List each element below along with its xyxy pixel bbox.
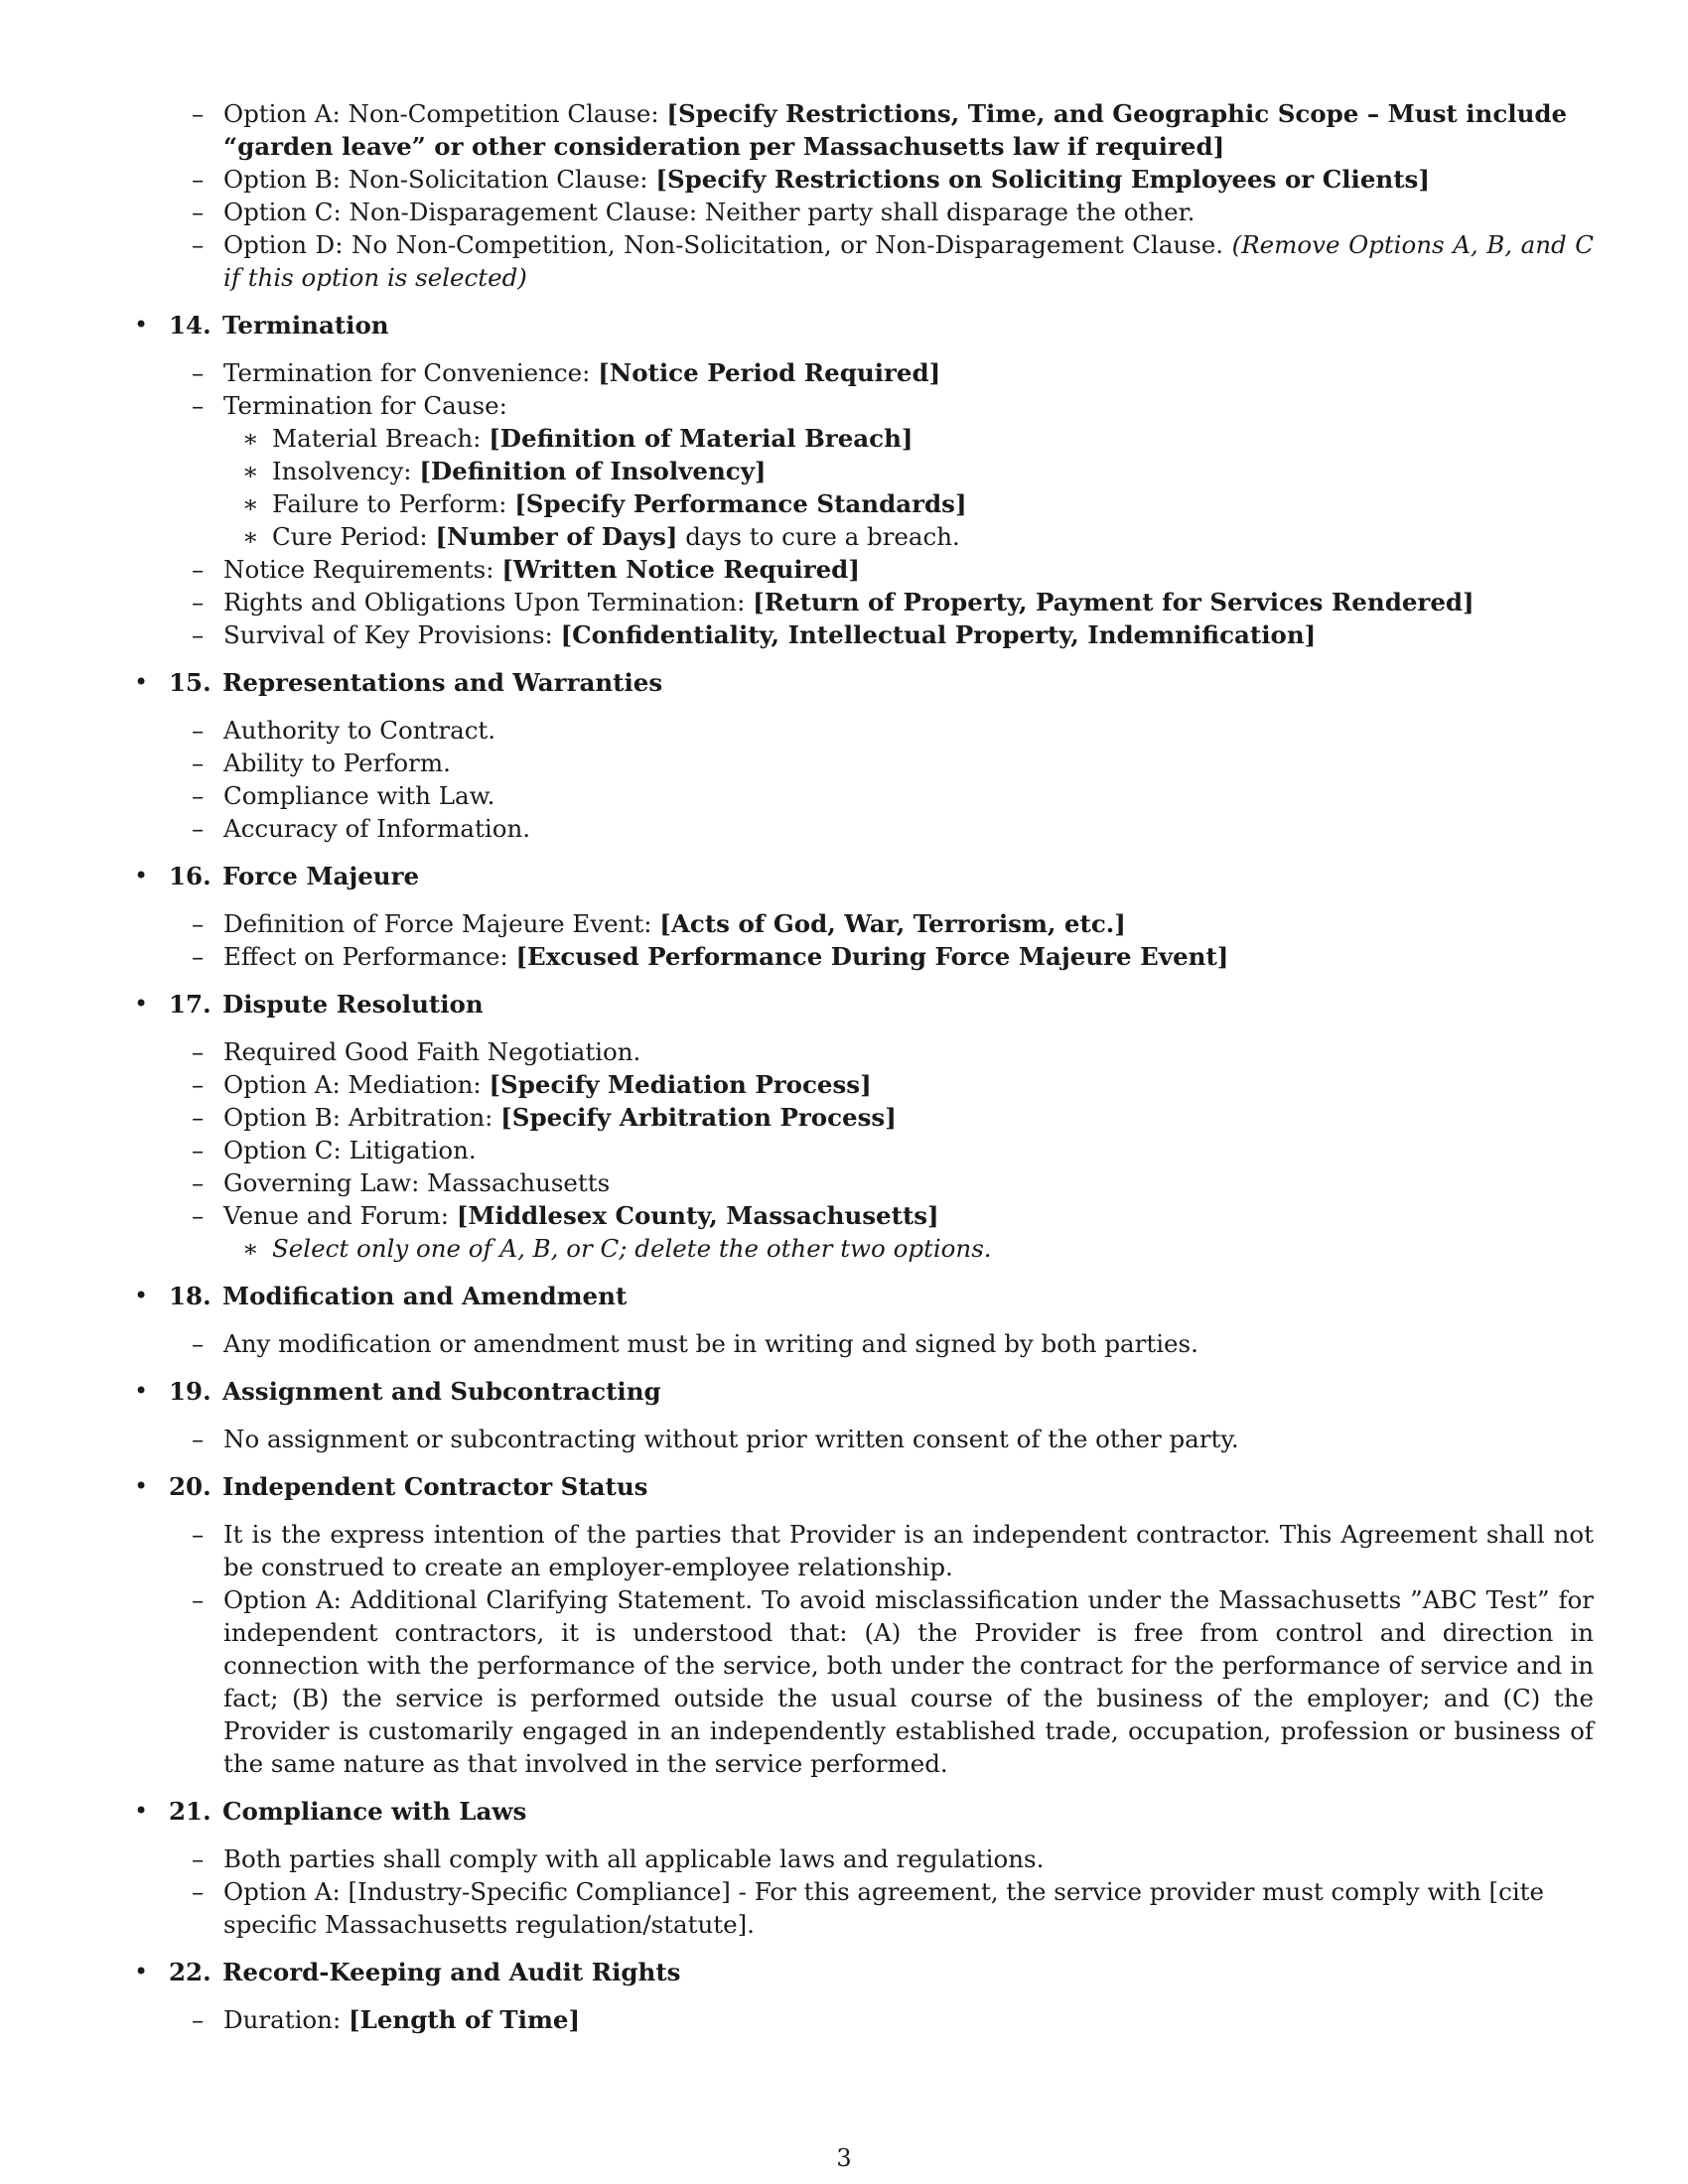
item-text: No assignment or subcontracting without prior written consent of the other party. — [223, 1425, 1239, 1453]
section-heading: Modification and Amendment — [222, 1282, 628, 1310]
dash-marker: – — [192, 620, 205, 649]
placeholder-text: [Definition of Insolvency] — [419, 457, 767, 485]
dash-marker: – — [192, 1844, 205, 1873]
dash-marker: – — [192, 942, 205, 971]
item-text: Option C: Litigation. — [223, 1136, 477, 1164]
dash-marker: – — [192, 1103, 205, 1132]
list-item — [192, 1101, 1594, 1134]
placeholder-text: [Definition of Material Breach] — [489, 424, 914, 453]
item-text: Option A: Additional Clarifying Statement. To avoid misclassification under the Massachusetts ”ABC Test” for independent contractors, it is understood that: (A) the Provider is free from control and direction in connection with the performance of the service, both under the contract for the performance of service and in fact; (B) the service is performed outside the usual course of the business of the employer; and (C) the Provider is customarily engaged in an independently established trade, occupation, profession or business of the same nature as that involved in the service performed. — [223, 1585, 1594, 1778]
bullet-marker: • — [134, 1377, 149, 1405]
item-text: Option A: Mediation: — [223, 1070, 490, 1099]
placeholder-text: [Length of Time] — [349, 2005, 581, 2034]
list-item — [192, 940, 1594, 973]
section-heading: Representations and Warranties — [222, 668, 663, 697]
section-title — [169, 860, 1594, 892]
list-item — [192, 586, 1594, 618]
list-item — [192, 1199, 1594, 1232]
placeholder-text: [Specify Performance Standards] — [514, 489, 967, 518]
dash-marker: – — [192, 1168, 205, 1197]
placeholder-text: [Notice Period Required] — [598, 358, 941, 387]
bullet-marker: • — [134, 862, 149, 889]
item-text: Venue and Forum: — [223, 1201, 457, 1230]
item-text: Option A: Non-Competition Clause: — [223, 99, 667, 128]
list-item — [192, 356, 1594, 389]
placeholder-text: [Specify Restrictions on Soliciting Employees or Clients] — [655, 165, 1430, 194]
list-item — [192, 907, 1594, 940]
list-item — [192, 779, 1594, 812]
item-text: Authority to Contract. — [223, 716, 496, 745]
section-21 — [134, 1795, 1594, 1941]
item-text: Accuracy of Information. — [223, 814, 531, 843]
section-number: 15. — [169, 668, 211, 697]
section-title — [169, 309, 1594, 341]
section-19 — [134, 1375, 1594, 1455]
section-13-continuation — [134, 97, 1594, 294]
item-text: Option D: No Non-Competition, Non-Solicitation, or Non-Disparagement Clause. — [223, 230, 1232, 259]
section-heading: Independent Contractor Status — [222, 1472, 648, 1501]
page-number: 3 — [836, 2144, 852, 2172]
page-content — [134, 97, 1594, 2036]
sub-list-item — [242, 1232, 1594, 1265]
item-text: Ability to Perform. — [223, 749, 451, 777]
dash-marker: – — [192, 1425, 205, 1453]
item-text: Required Good Faith Negotiation. — [223, 1037, 641, 1066]
item-text: Termination for Convenience: — [223, 358, 599, 387]
list-item — [192, 1875, 1594, 1941]
dash-marker: – — [192, 230, 205, 259]
dash-marker: – — [192, 1201, 205, 1230]
item-text: days to cure a breach. — [677, 522, 960, 551]
list-item — [192, 1134, 1594, 1166]
dash-marker: – — [192, 716, 205, 745]
bullet-marker: • — [134, 1797, 149, 1825]
bullet-marker: • — [134, 1958, 149, 1985]
item-text: Effect on Performance: — [223, 942, 516, 971]
dash-marker: – — [192, 99, 205, 128]
section-title — [169, 666, 1594, 699]
dash-marker: – — [192, 749, 205, 777]
section-title — [169, 1375, 1594, 1408]
bullet-marker: • — [134, 311, 149, 339]
item-text: Notice Requirements: — [223, 555, 502, 584]
section-number: 16. — [169, 862, 211, 890]
list-item — [192, 1583, 1594, 1780]
dash-marker: – — [192, 1329, 205, 1358]
item-text: Cure Period: — [272, 522, 436, 551]
list-item — [192, 553, 1594, 586]
dash-marker: – — [192, 1585, 205, 1614]
star-marker: ∗ — [242, 457, 259, 485]
dash-marker: – — [192, 358, 205, 387]
sub-list-item — [242, 455, 1594, 487]
dash-marker: – — [192, 391, 205, 420]
dash-marker: – — [192, 781, 205, 810]
bullet-marker: • — [134, 990, 149, 1018]
list-item — [192, 812, 1594, 845]
section-16 — [134, 860, 1594, 973]
sub-list-item — [242, 422, 1594, 455]
placeholder-text: [Confidentiality, Intellectual Property, Indemnification] — [560, 620, 1317, 649]
bullet-marker: • — [134, 668, 149, 696]
section-number: 17. — [169, 990, 211, 1019]
placeholder-text: [Specify Mediation Process] — [489, 1070, 872, 1099]
item-text: Failure to Perform: — [272, 489, 515, 518]
item-text: Option B: Arbitration: — [223, 1103, 501, 1132]
section-title — [169, 1470, 1594, 1503]
section-15 — [134, 666, 1594, 845]
star-marker: ∗ — [242, 489, 259, 518]
placeholder-text: [Acts of God, War, Terrorism, etc.] — [659, 909, 1126, 938]
section-heading: Force Majeure — [222, 862, 420, 890]
bullet-marker: • — [134, 1282, 149, 1309]
section-number: 14. — [169, 311, 211, 340]
list-item — [192, 1068, 1594, 1101]
dash-marker: – — [192, 909, 205, 938]
dash-marker: – — [192, 1070, 205, 1099]
item-text: Any modification or amendment must be in writing and signed by both parties. — [223, 1329, 1198, 1358]
instruction-note: (Remove Options A, B, and C if this option is selected) — [223, 230, 1594, 292]
section-title — [169, 1956, 1594, 1988]
list-item — [192, 228, 1594, 294]
dash-marker: – — [192, 1877, 205, 1906]
star-marker: ∗ — [242, 522, 259, 551]
dash-marker: – — [192, 1136, 205, 1164]
placeholder-text: [Middlesex County, Massachusetts] — [456, 1201, 939, 1230]
item-text: Survival of Key Provisions: — [223, 620, 561, 649]
section-heading: Compliance with Laws — [222, 1797, 527, 1826]
section-14 — [134, 309, 1594, 651]
list-item — [192, 163, 1594, 196]
list-item — [192, 1423, 1594, 1455]
bullet-marker: • — [134, 1472, 149, 1500]
dash-marker: – — [192, 588, 205, 616]
item-text: Compliance with Law. — [223, 781, 495, 810]
list-item — [192, 389, 1594, 422]
dash-marker: – — [192, 198, 205, 226]
item-text: Both parties shall comply with all applicable laws and regulations. — [223, 1844, 1045, 1873]
section-title — [169, 1795, 1594, 1828]
section-title — [169, 1280, 1594, 1312]
list-item — [192, 1518, 1594, 1583]
section-18 — [134, 1280, 1594, 1360]
list-item — [192, 747, 1594, 779]
sub-list-item — [242, 520, 1594, 553]
item-text: Termination for Cause: — [223, 391, 507, 420]
list-item — [192, 97, 1594, 163]
section-heading: Dispute Resolution — [222, 990, 484, 1019]
sub-list-item — [242, 487, 1594, 520]
placeholder-text: [Excused Performance During Force Majeure Event] — [515, 942, 1229, 971]
section-number: 20. — [169, 1472, 211, 1501]
section-heading: Assignment and Subcontracting — [222, 1377, 661, 1406]
section-20 — [134, 1470, 1594, 1780]
section-22 — [134, 1956, 1594, 2036]
section-number: 22. — [169, 1958, 211, 1986]
item-text: Option B: Non-Solicitation Clause: — [223, 165, 656, 194]
list-item — [192, 196, 1594, 228]
placeholder-text: [Written Notice Required] — [501, 555, 860, 584]
instruction-note: Select only one of A, B, or C; delete the other two options. — [272, 1234, 992, 1263]
item-text: Option C: Non-Disparagement Clause: Neither party shall disparage the other. — [223, 198, 1196, 226]
dash-marker: – — [192, 555, 205, 584]
section-number: 21. — [169, 1797, 211, 1826]
section-number: 18. — [169, 1282, 211, 1310]
list-item — [192, 2003, 1594, 2036]
section-title — [169, 988, 1594, 1021]
item-text: It is the express intention of the parties that Provider is an independent contractor. This Agreement shall not be construed to create an employer-employee relationship. — [223, 1520, 1594, 1581]
star-marker: ∗ — [242, 424, 259, 453]
item-text: Definition of Force Majeure Event: — [223, 909, 660, 938]
list-item — [192, 1843, 1594, 1875]
item-text: Insolvency: — [272, 457, 420, 485]
item-text: Option A: [Industry-Specific Compliance] - For this agreement, the service provider must comply with [cite specific Massachusetts regulation/statute]. — [223, 1877, 1544, 1939]
section-heading: Record-Keeping and Audit Rights — [222, 1958, 681, 1986]
dash-marker: – — [192, 814, 205, 843]
list-item — [192, 1166, 1594, 1199]
placeholder-text: [Specify Arbitration Process] — [500, 1103, 897, 1132]
section-number: 19. — [169, 1377, 211, 1406]
star-marker: ∗ — [242, 1234, 259, 1263]
dash-marker: – — [192, 165, 205, 194]
item-text: Duration: — [223, 2005, 349, 2034]
dash-marker: – — [192, 1037, 205, 1066]
list-item — [192, 618, 1594, 651]
list-item — [192, 714, 1594, 747]
placeholder-text: [Return of Property, Payment for Services Rendered] — [753, 588, 1475, 616]
section-17 — [134, 988, 1594, 1265]
section-heading: Termination — [222, 311, 389, 340]
item-text: Rights and Obligations Upon Termination: — [223, 588, 754, 616]
dash-marker: – — [192, 1520, 205, 1549]
item-text: Material Breach: — [272, 424, 490, 453]
dash-marker: – — [192, 2005, 205, 2034]
list-item — [192, 1327, 1594, 1360]
item-text: Governing Law: Massachusetts — [223, 1168, 611, 1197]
list-item — [192, 1035, 1594, 1068]
placeholder-text: [Number of Days] — [435, 522, 678, 551]
placeholder-text: [Specify Restrictions, Time, and Geographic Scope – Must include “garden leave” or other consideration per Massachusetts law if required] — [223, 99, 1568, 161]
